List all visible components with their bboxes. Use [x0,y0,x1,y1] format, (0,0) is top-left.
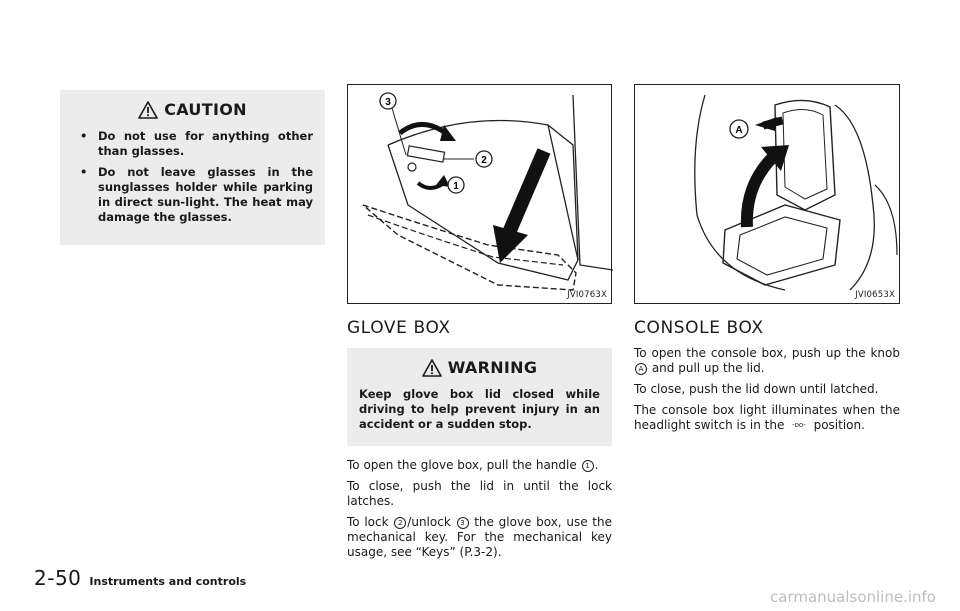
watermark: carmanualsonline.info [770,588,936,606]
para-text: To lock [347,515,389,529]
console-box-paragraph: To close, push the lid down until latched. [634,382,879,396]
page-number: 2-50 [34,566,82,590]
headlight-icon: -ᴅᴏ- [792,421,806,429]
para-text: and pull up the lid. [651,361,765,375]
figure-caption: JVI0653X [855,290,895,300]
warning-text: Keep glove box lid closed while driving to help prevent injury in an accident or a sudden stop. [359,387,600,431]
caution-bullet: • Do not use for anything other than glasses. [72,129,313,159]
section-title: Instruments and controls [89,575,247,588]
caution-title [72,100,313,119]
para-text: position. [813,418,865,432]
ref-circle-2: 2 [394,517,406,529]
console-box-illustration [635,85,901,303]
svg-text:3: 3 [385,97,391,108]
glove-box-column [347,84,612,566]
warning-triangle-icon [422,359,442,377]
console-box-paragraph [634,346,900,376]
caution-title-text: CAUTION [164,100,247,119]
svg-text:A: A [735,125,743,136]
callout-a [730,120,748,138]
warning-title [359,358,600,377]
callout-1 [448,177,464,193]
para-text: To open the console box, push up the knob [634,346,900,360]
glove-box-figure [347,84,612,304]
page-footer [34,566,246,590]
glove-box-illustration [348,85,613,303]
svg-text:1: 1 [453,181,459,192]
para-text: . [594,458,599,472]
caution-column [60,90,325,245]
console-box-paragraph [634,403,900,433]
console-box-column [634,84,900,439]
warning-title-text: WARNING [447,358,538,377]
para-text: the glove box, use the mechanical key. For the mechanical key usage, see “Keys” (P.3-2). [347,515,612,559]
para-text: To open the glove box, pull the handle [347,458,577,472]
callout-3 [380,93,406,155]
para-text: /unlock [407,515,451,529]
figure-caption: JVI0763X [567,290,607,300]
caution-box [60,90,325,245]
glove-box-paragraph: To close, push the lid in until the lock latches. [347,479,612,508]
ref-circle-3: 3 [457,517,469,529]
glove-box-heading: GLOVE BOX [347,318,451,338]
ref-circle-1: 1 [582,460,594,472]
caution-bullet: • Do not leave glasses in the sunglasses holder while parking in direct sun-light. The heat may damage the glasses. [72,165,313,225]
warning-box [347,348,612,446]
caution-list [72,129,313,225]
glove-box-paragraph [347,515,612,560]
console-box-heading: CONSOLE BOX [634,318,764,338]
glove-box-paragraph [347,458,612,473]
svg-text:2: 2 [481,155,487,166]
para-text: The console box light illuminates when the headlight switch is in the [634,403,900,432]
ref-circle-a: A [635,363,647,375]
warning-triangle-icon [138,101,158,119]
callout-2 [476,151,492,167]
console-box-figure [634,84,900,304]
